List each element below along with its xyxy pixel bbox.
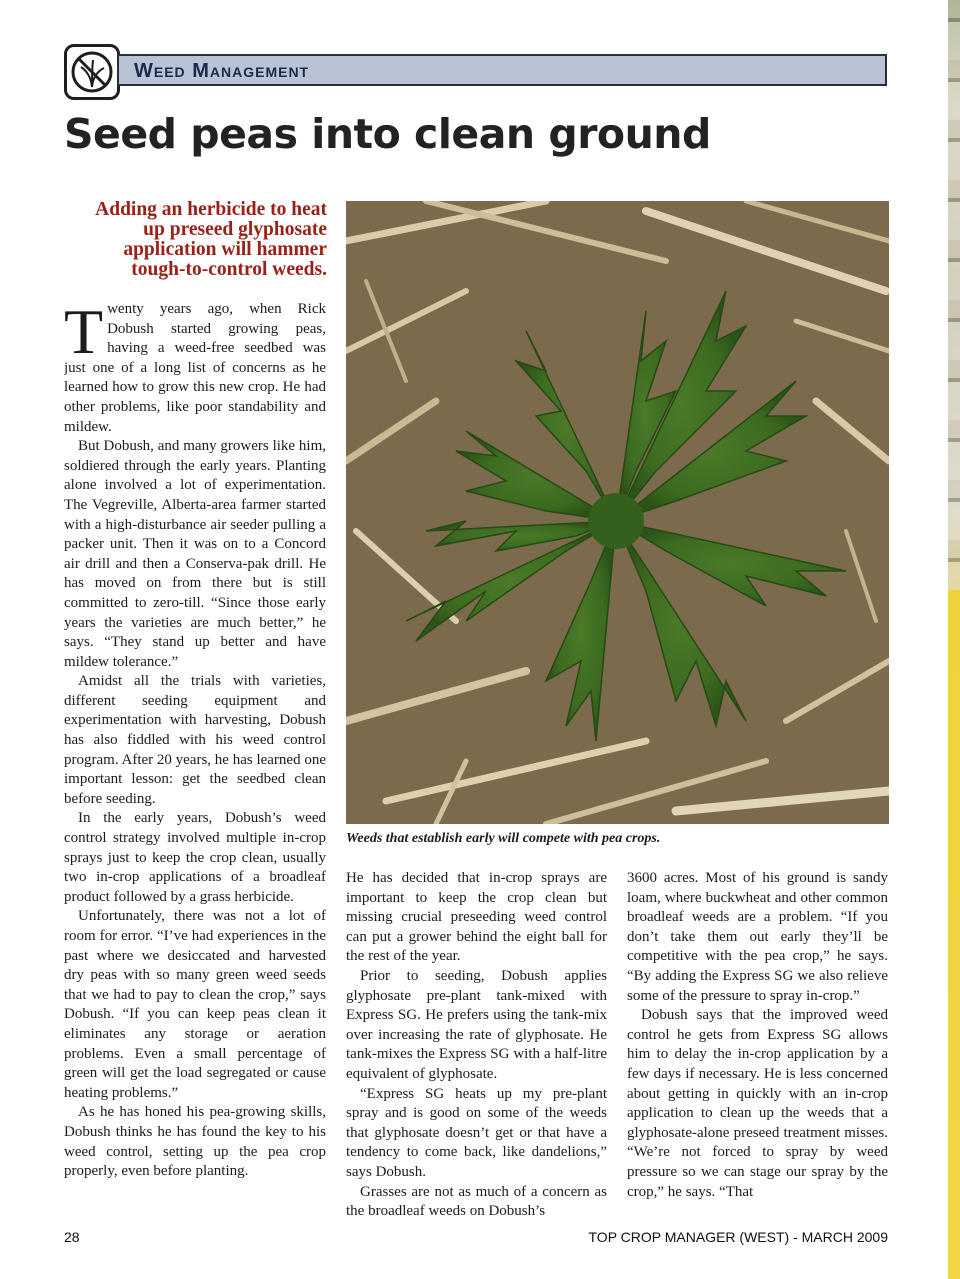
paragraph-12: Dobush says that the improved weed control he gets from Express SG allows him to delay the in-crop application by a few days if necessary. He is less concerned about getting in quickly with an in-crop application to clean up the weeds that a glyphosate-alone preseed treatment misses. “We’re not forced to spray by weed pressure so we can stage our spray by the crop,” he says. “That xyxy=(627,1007,888,1200)
section-header-bar xyxy=(117,54,887,86)
paragraph-8: Prior to seeding, Dobush applies glyphosate pre-plant tank-mixed with Express SG. He prefers using the tank-mix over increasing the rate of glyphosate. He tank-mixes the Express SG with a half-litre equivalent of glyphosate. xyxy=(346,967,607,1082)
paragraph-4: In the early years, Dobush’s weed control strategy involved multiple in-crop sprays just to keep the crop clean, usually two in-crop applications of a broadleaf product followed by a grass herbicide. xyxy=(64,810,326,905)
page-number: 28 xyxy=(64,1229,80,1245)
section-logo-icon xyxy=(64,44,120,100)
drop-cap: T xyxy=(64,300,104,367)
photo-caption: Weeds that establish early will compete with pea crops. xyxy=(346,831,661,846)
article-deck: Adding an herbicide to heat up preseed glyphosate application will hammer tough-to-control weeds. xyxy=(95,199,327,280)
paragraph-2: But Dobush, and many growers like him, soldiered through the early years. Planting alone involved a lot of experimentation. The Vegreville, Alberta-area farmer started with a high-disturbance air seeder pulling a packer unit. Then it was on to a Concord air drill and then a Conserva-pak drill. He has moved on from there but is still committed to zero-till. “Since those early years the varieties are much better,” he says. “They stand up better and have mildew tolerance.” xyxy=(64,438,326,670)
section-label: Weed Management xyxy=(134,60,310,82)
paragraph-5: Unfortunately, there was not a lot of room for error. “I’ve had experiences in the past where we desiccated and harvested dry peas with so many green weed seeds that we had to pay to clean the crop,” says Dobush. “If you can keep peas clean it eliminates any storage or aeration problems. Even a small percentage of green will get the load segregated or cause heating problems.” xyxy=(64,908,326,1101)
article-column-1 xyxy=(64,300,326,1225)
article-headline: Seed peas into clean ground xyxy=(64,110,711,158)
article-column-2 xyxy=(346,869,607,1224)
paragraph-7: He has decided that in-crop sprays are important to keep the crop clean but missing crucial preseeding weed control can put a grower behind the eight ball for the rest of the year. xyxy=(346,870,607,965)
paragraph-1: Twenty years ago, when Rick Dobush started growing peas, having a weed-free seedbed was just one of a long list of concerns as he learned how to grow this new crop. He had other problems, like poor standability and mildew. xyxy=(64,300,326,435)
paragraph-10: Grasses are not as much of a concern as the broadleaf weeds on Dobush’s xyxy=(346,1183,607,1220)
paragraph-3: Amidst all the trials with varieties, different seeding equipment and experimentation with harvesting, Dobush has also fiddled with his weed control program. After 20 years, he has learned one important lesson: get the seedbed clean before seeding. xyxy=(64,673,326,807)
paragraph-6: As he has honed his pea-growing skills, Dobush thinks he has found the key to his weed control, setting up the pea crop properly, even before planting. xyxy=(64,1104,326,1180)
weed-photo xyxy=(346,201,889,824)
publication-footer: TOP CROP MANAGER (WEST) - MARCH 2009 xyxy=(588,1229,888,1245)
article-column-3 xyxy=(627,869,888,1224)
page-edge-strip xyxy=(948,0,960,1279)
paragraph-9: “Express SG heats up my pre-plant spray and is good on some of the weeds that glyphosate doesn’t get or that have a tendency to come back, like dandelions,” says Dobush. xyxy=(346,1085,607,1180)
paragraph-11: 3600 acres. Most of his ground is sandy loam, where buckwheat and other common broadleaf weeds are a problem. “If you don’t take them out early they’ll be competitive with the pea crop,” he says. “By adding the Express SG we also relieve some of the pressure to spray in-crop.” xyxy=(627,870,888,1004)
